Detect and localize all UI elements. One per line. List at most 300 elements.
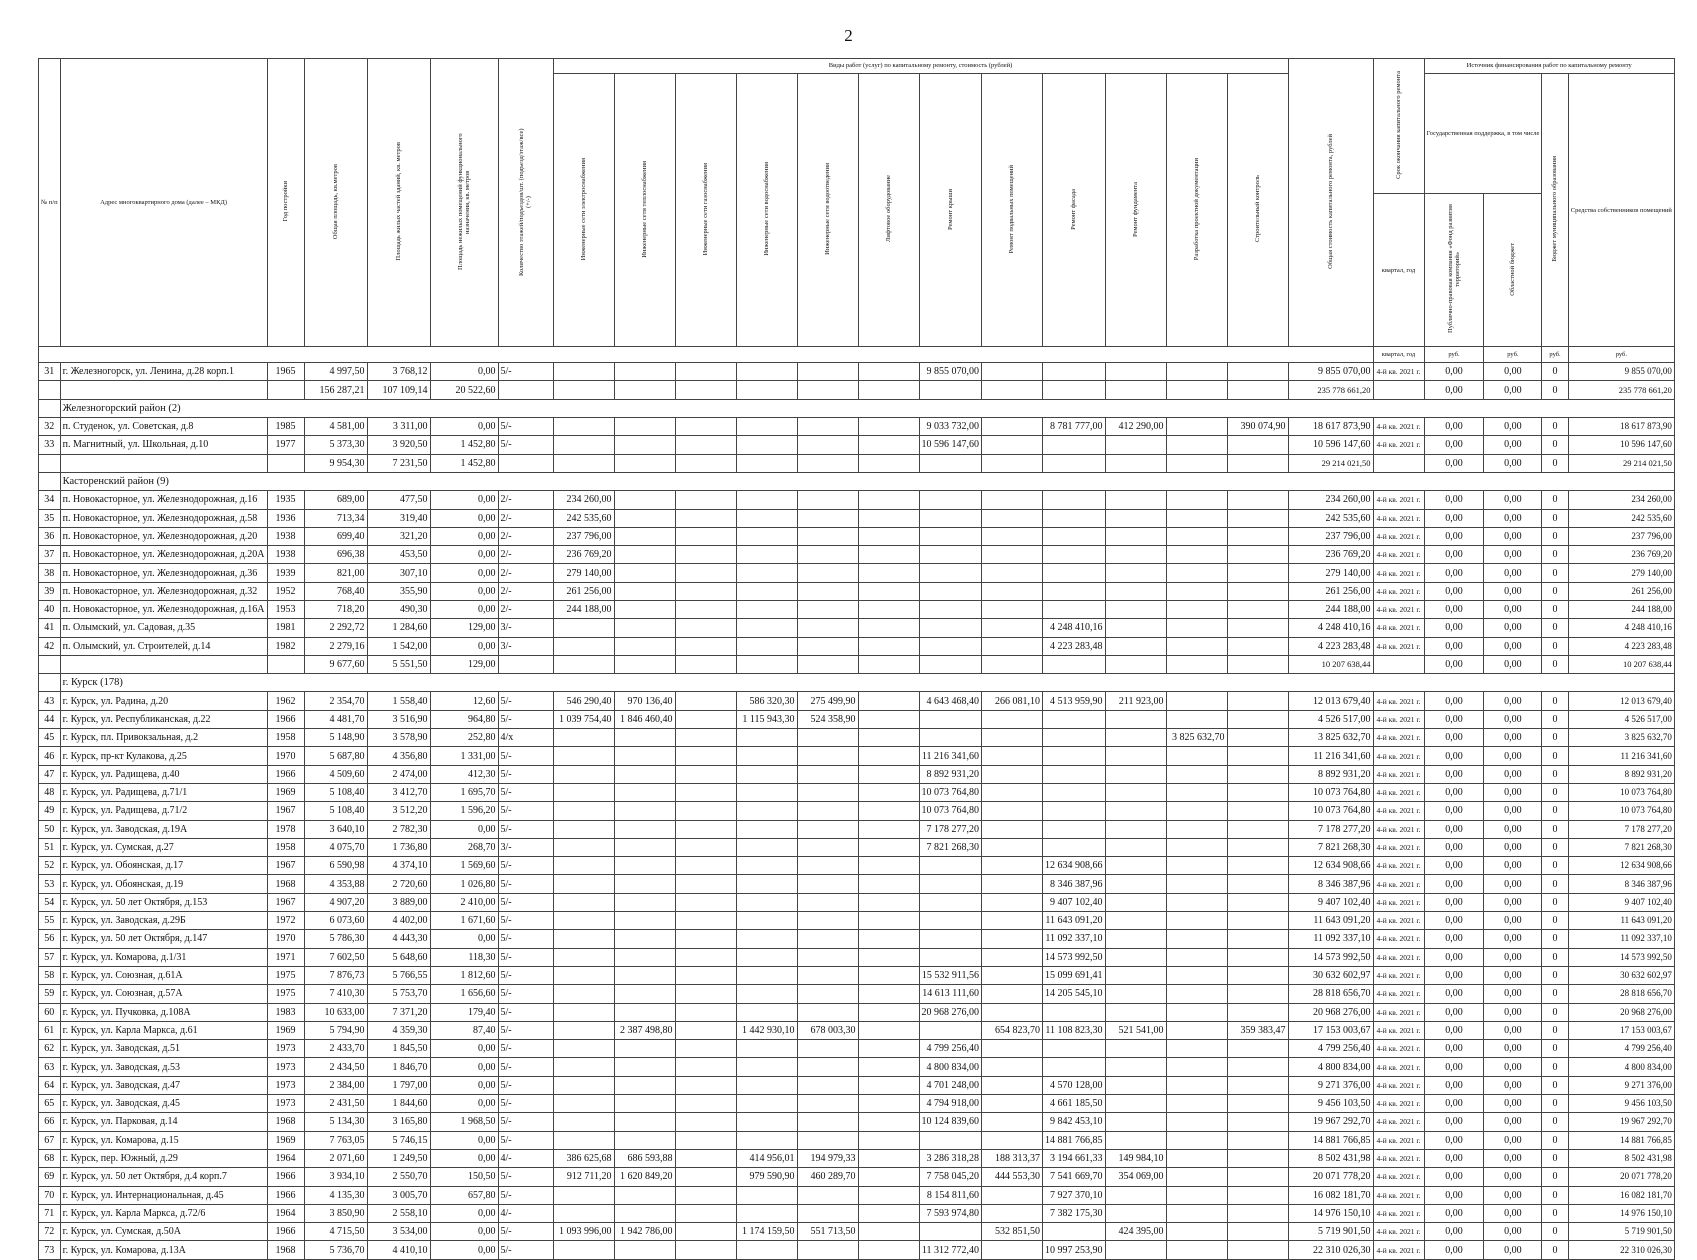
cell-work-foundation [1105, 966, 1166, 984]
cell-total-cost: 237 796,00 [1288, 527, 1373, 545]
cell-work-foundation [1105, 948, 1166, 966]
cell-total-cost: 10 073 764,80 [1288, 783, 1373, 801]
cell-work-control [1227, 875, 1288, 893]
cell-work-heat [614, 454, 675, 472]
cell-nonliving-area: 0,00 [430, 1241, 498, 1259]
cell-work-roof: 4 799 256,40 [919, 1040, 982, 1058]
cell-living-area: 7 371,20 [367, 1003, 430, 1021]
cell-work-electric: 386 625,68 [553, 1149, 614, 1167]
cell-work-roof [919, 601, 982, 619]
cell-floors: 5/- [498, 1021, 553, 1039]
cell-work-basement [982, 546, 1043, 564]
cell-work-electric [553, 1204, 614, 1222]
cell-work-foundation [1105, 875, 1166, 893]
header-work-sewer: Инженерные сети водоотведения [823, 163, 831, 255]
cell-work-roof [919, 381, 982, 399]
cell-living-area: 4 374,10 [367, 857, 430, 875]
cell-living-area: 4 402,00 [367, 912, 430, 930]
cell-total-cost: 28 818 656,70 [1288, 985, 1373, 1003]
cell-total-area: 5 687,80 [304, 747, 367, 765]
cell-work-basement [982, 765, 1043, 783]
cell-floors [498, 454, 553, 472]
cell-work-lift [858, 655, 919, 673]
cell-work-heat [614, 912, 675, 930]
cell-work-electric [553, 655, 614, 673]
cell-work-heat [614, 509, 675, 527]
cell-fund: 0,00 [1424, 802, 1484, 820]
cell-total-cost: 234 260,00 [1288, 491, 1373, 509]
cell-total-area: 5 148,90 [304, 729, 367, 747]
cell-nonliving-area: 0,00 [430, 509, 498, 527]
cell-year [267, 454, 304, 472]
cell-work-gas [675, 1204, 736, 1222]
cell-work-sewer: 275 499,90 [797, 692, 858, 710]
cell-year: 1973 [267, 1095, 304, 1113]
cell-total-cost: 4 800 834,00 [1288, 1058, 1373, 1076]
cell-municipal: 0 [1542, 527, 1568, 545]
header-deadline: Срок окончания капитального ремонта [1394, 70, 1402, 179]
cell-work-electric [553, 857, 614, 875]
cell-regional: 0,00 [1484, 1149, 1542, 1167]
cell-work-design [1166, 857, 1227, 875]
cell-year: 1958 [267, 729, 304, 747]
cell-floors: 3/- [498, 619, 553, 637]
cell-floors: 5/- [498, 710, 553, 728]
cell-deadline [1373, 381, 1424, 399]
cell-work-roof [919, 930, 982, 948]
cell-address: п. Новокасторное, ул. Железнодорожная, д.20А [60, 546, 267, 564]
cell-work-electric [553, 1113, 614, 1131]
cell-work-electric: 236 769,20 [553, 546, 614, 564]
cell-work-basement [982, 1040, 1043, 1058]
cell-year: 1971 [267, 948, 304, 966]
cell-work-foundation [1105, 454, 1166, 472]
cell-work-lift [858, 802, 919, 820]
cell-nonliving-area: 0,00 [430, 1149, 498, 1167]
cell-work-facade [1043, 1003, 1106, 1021]
table-row [39, 619, 1675, 637]
cell-floors: 5/- [498, 765, 553, 783]
cell-work-facade: 8 346 387,96 [1043, 875, 1106, 893]
cell-work-basement [982, 857, 1043, 875]
cell-work-gas [675, 1241, 736, 1259]
cell-fund: 0,00 [1424, 363, 1484, 381]
cell-work-control [1227, 710, 1288, 728]
cell-deadline [1373, 454, 1424, 472]
cell-deadline: 4-й кв. 2021 г. [1373, 1040, 1424, 1058]
cell-living-area: 1 845,50 [367, 1040, 430, 1058]
cell-address: г. Курск, ул. Заводская, д.51 [60, 1040, 267, 1058]
cell-work-lift [858, 1095, 919, 1113]
cell-work-gas [675, 783, 736, 801]
cell-work-sewer [797, 985, 858, 1003]
cell-work-lift [858, 1149, 919, 1167]
cell-work-sewer [797, 1113, 858, 1131]
cell-total-area: 9 954,30 [304, 454, 367, 472]
cell-row-number: 56 [39, 930, 61, 948]
cell-address: г. Курск, ул. Радищева, д.40 [60, 765, 267, 783]
cell-work-control [1227, 1003, 1288, 1021]
cell-deadline: 4-й кв. 2021 г. [1373, 1003, 1424, 1021]
cell-work-foundation [1105, 1040, 1166, 1058]
cell-owners: 8 502 431,98 [1568, 1149, 1674, 1167]
cell-work-design [1166, 527, 1227, 545]
cell-work-sewer [797, 783, 858, 801]
cell-deadline: 4-й кв. 2021 г. [1373, 1095, 1424, 1113]
cell-work-lift [858, 381, 919, 399]
cell-work-electric [553, 838, 614, 856]
cell-work-heat [614, 637, 675, 655]
cell-work-water [736, 747, 797, 765]
cell-living-area: 3 516,90 [367, 710, 430, 728]
cell-work-sewer [797, 1204, 858, 1222]
cell-work-facade [1043, 546, 1106, 564]
cell-work-lift [858, 418, 919, 436]
cell-regional: 0,00 [1484, 820, 1542, 838]
cell-work-roof: 14 613 111,60 [919, 985, 982, 1003]
unit-rub-2: руб. [1484, 347, 1542, 363]
cell-living-area: 1 736,80 [367, 838, 430, 856]
cell-work-roof [919, 893, 982, 911]
cell-work-sewer [797, 820, 858, 838]
cell-work-heat [614, 619, 675, 637]
cell-row-number: 72 [39, 1223, 61, 1241]
cell-nonliving-area: 1 671,60 [430, 912, 498, 930]
cell-owners: 16 082 181,70 [1568, 1186, 1674, 1204]
cell-owners: 19 967 292,70 [1568, 1113, 1674, 1131]
cell-living-area: 2 782,30 [367, 820, 430, 838]
cell-address: п. Новокасторное, ул. Железнодорожная, д.20 [60, 527, 267, 545]
cell-year: 1967 [267, 893, 304, 911]
cell-work-gas [675, 802, 736, 820]
cell-work-roof [919, 509, 982, 527]
subtotal-row [39, 381, 1675, 399]
cell-work-electric [553, 820, 614, 838]
cell-regional: 0,00 [1484, 1204, 1542, 1222]
cell-work-gas [675, 820, 736, 838]
cell-row-number: 64 [39, 1076, 61, 1094]
cell-work-electric: 546 290,40 [553, 692, 614, 710]
cell-year: 1973 [267, 1040, 304, 1058]
cell-living-area: 3 889,00 [367, 893, 430, 911]
cell-work-lift [858, 729, 919, 747]
cell-year: 1939 [267, 564, 304, 582]
cell-total-cost: 4 799 256,40 [1288, 1040, 1373, 1058]
cell-address: г. Курск, ул. Заводская, д.53 [60, 1058, 267, 1076]
cell-year: 1968 [267, 1113, 304, 1131]
cell-nonliving-area: 412,30 [430, 765, 498, 783]
cell-work-gas [675, 619, 736, 637]
cell-row-number: 41 [39, 619, 61, 637]
cell-work-electric [553, 1058, 614, 1076]
cell-work-design [1166, 1076, 1227, 1094]
cell-work-facade: 14 205 545,10 [1043, 985, 1106, 1003]
cell-work-heat [614, 436, 675, 454]
cell-work-control [1227, 729, 1288, 747]
cell-total-area: 5 108,40 [304, 783, 367, 801]
cell-regional: 0,00 [1484, 1003, 1542, 1021]
cell-work-design [1166, 985, 1227, 1003]
cell-work-control [1227, 564, 1288, 582]
cell-work-control [1227, 948, 1288, 966]
cell-work-facade: 3 194 661,33 [1043, 1149, 1106, 1167]
cell-deadline: 4-й кв. 2021 г. [1373, 1131, 1424, 1149]
cell-fund: 0,00 [1424, 692, 1484, 710]
table-row [39, 527, 1675, 545]
cell-fund: 0,00 [1424, 601, 1484, 619]
cell-year: 1970 [267, 930, 304, 948]
cell-work-control [1227, 454, 1288, 472]
cell-work-roof: 4 701 248,00 [919, 1076, 982, 1094]
cell-total-area: 696,38 [304, 546, 367, 564]
cell-work-foundation [1105, 930, 1166, 948]
cell-work-foundation [1105, 436, 1166, 454]
cell-total-cost: 235 778 661,20 [1288, 381, 1373, 399]
cell-work-sewer [797, 1003, 858, 1021]
cell-year: 1966 [267, 1168, 304, 1186]
cell-deadline: 4-й кв. 2021 г. [1373, 765, 1424, 783]
cell-work-sewer [797, 601, 858, 619]
cell-work-design [1166, 1186, 1227, 1204]
cell-year: 1969 [267, 1131, 304, 1149]
cell-year: 1969 [267, 783, 304, 801]
table-row [39, 1095, 1675, 1113]
table-row [39, 601, 1675, 619]
group-label: Железногорский район (2) [60, 399, 1674, 417]
cell-regional: 0,00 [1484, 729, 1542, 747]
cell-work-electric [553, 802, 614, 820]
cell-year: 1936 [267, 509, 304, 527]
cell-nonliving-area: 20 522,60 [430, 381, 498, 399]
cell-nonliving-area: 0,00 [430, 601, 498, 619]
cell-fund: 0,00 [1424, 765, 1484, 783]
cell-work-heat [614, 820, 675, 838]
cell-work-lift [858, 765, 919, 783]
cell-address: г. Курск, ул. 50 лет Октября, д.153 [60, 893, 267, 911]
cell-work-facade: 11 643 091,20 [1043, 912, 1106, 930]
cell-work-gas [675, 1131, 736, 1149]
cell-work-water [736, 582, 797, 600]
cell-work-lift [858, 1113, 919, 1131]
cell-work-sewer: 678 003,30 [797, 1021, 858, 1039]
cell-work-sewer [797, 930, 858, 948]
cell-address: п. Олымский, ул. Садовая, д.35 [60, 619, 267, 637]
cell-work-control [1227, 436, 1288, 454]
cell-owners: 4 526 517,00 [1568, 710, 1674, 728]
header-work-design: Разработка проектной документации [1192, 157, 1200, 261]
cell-fund: 0,00 [1424, 710, 1484, 728]
cell-work-facade [1043, 1058, 1106, 1076]
cell-year: 1965 [267, 363, 304, 381]
cell-work-roof [919, 729, 982, 747]
cell-work-heat [614, 966, 675, 984]
cell-work-electric [553, 930, 614, 948]
cell-work-lift [858, 454, 919, 472]
cell-total-area: 3 640,10 [304, 820, 367, 838]
cell-address: п. Новокасторное, ул. Железнодорожная, д.16А [60, 601, 267, 619]
cell-work-foundation [1105, 509, 1166, 527]
cell-total-cost: 4 223 283,48 [1288, 637, 1373, 655]
cell-year: 1935 [267, 491, 304, 509]
cell-work-sewer [797, 1186, 858, 1204]
cell-work-sewer [797, 802, 858, 820]
cell-work-gas [675, 1186, 736, 1204]
cell-municipal: 0 [1542, 454, 1568, 472]
cell-work-gas [675, 912, 736, 930]
cell-work-design [1166, 1168, 1227, 1186]
cell-work-roof [919, 619, 982, 637]
cell-living-area: 3 412,70 [367, 783, 430, 801]
cell-living-area: 3 311,00 [367, 418, 430, 436]
cell-address: г. Курск, ул. Радищева, д.71/1 [60, 783, 267, 801]
cell-year: 1973 [267, 1058, 304, 1076]
header-funding-group: Источник финансирования работ по капитальному ремонту [1424, 59, 1674, 74]
cell-municipal: 0 [1542, 436, 1568, 454]
cell-work-control [1227, 363, 1288, 381]
cell-municipal: 0 [1542, 820, 1568, 838]
cell-regional: 0,00 [1484, 912, 1542, 930]
cell-work-water [736, 564, 797, 582]
cell-floors: 5/- [498, 948, 553, 966]
cell-work-foundation [1105, 1076, 1166, 1094]
cell-work-sewer [797, 637, 858, 655]
cell-work-water [736, 601, 797, 619]
cell-work-gas [675, 1040, 736, 1058]
cell-floors: 5/- [498, 1223, 553, 1241]
cell-work-water [736, 1058, 797, 1076]
cell-total-area: 7 763,05 [304, 1131, 367, 1149]
cell-nonliving-area: 1 968,50 [430, 1113, 498, 1131]
cell-work-water: 1 115 943,30 [736, 710, 797, 728]
cell-regional: 0,00 [1484, 1040, 1542, 1058]
cell-address: г. Курск, ул. Заводская, д.29Б [60, 912, 267, 930]
cell-work-lift [858, 710, 919, 728]
cell-year: 1938 [267, 527, 304, 545]
cell-work-lift [858, 838, 919, 856]
cell-fund: 0,00 [1424, 436, 1484, 454]
cell-work-roof: 4 643 468,40 [919, 692, 982, 710]
header-fund: Публично-правовая компания «Фонд развития территорий» [1446, 204, 1461, 334]
cell-regional: 0,00 [1484, 436, 1542, 454]
cell-total-area: 10 633,00 [304, 1003, 367, 1021]
group-row [39, 674, 1675, 692]
cell-owners: 17 153 003,67 [1568, 1021, 1674, 1039]
cell-work-design [1166, 1149, 1227, 1167]
cell-work-control [1227, 1168, 1288, 1186]
cell-row-number: 33 [39, 436, 61, 454]
cell-row-number: 57 [39, 948, 61, 966]
table-row [39, 509, 1675, 527]
cell-work-design [1166, 381, 1227, 399]
cell-row-number: 40 [39, 601, 61, 619]
cell-work-electric [553, 1186, 614, 1204]
cell-work-heat [614, 985, 675, 1003]
cell-total-area: 4 907,20 [304, 893, 367, 911]
unit-rub-fund [1424, 194, 1484, 347]
cell-address: г. Курск, ул. Радищева, д.71/2 [60, 802, 267, 820]
cell-work-foundation [1105, 802, 1166, 820]
cell-floors: 5/- [498, 1040, 553, 1058]
cell-work-foundation [1105, 1241, 1166, 1259]
cell-municipal: 0 [1542, 363, 1568, 381]
cell-owners: 9 407 102,40 [1568, 893, 1674, 911]
cell-work-basement [982, 527, 1043, 545]
table-row [39, 820, 1675, 838]
cell-total-area: 5 786,30 [304, 930, 367, 948]
cell-row-number: 63 [39, 1058, 61, 1076]
cell-living-area: 453,50 [367, 546, 430, 564]
cell-row-number: 67 [39, 1131, 61, 1149]
cell-work-roof [919, 948, 982, 966]
table-row [39, 1040, 1675, 1058]
cell-municipal: 0 [1542, 1058, 1568, 1076]
cell-work-heat [614, 363, 675, 381]
cell-municipal: 0 [1542, 564, 1568, 582]
cell-floors: 2/- [498, 527, 553, 545]
cell-total-area: 4 581,00 [304, 418, 367, 436]
table-row [39, 875, 1675, 893]
table-row [39, 912, 1675, 930]
cell-total-cost: 22 310 026,30 [1288, 1241, 1373, 1259]
cell-work-foundation [1105, 1003, 1166, 1021]
cell-work-water [736, 783, 797, 801]
cell-work-facade: 4 513 959,90 [1043, 692, 1106, 710]
cell-work-heat [614, 1204, 675, 1222]
cell-work-foundation [1105, 783, 1166, 801]
cell-work-design [1166, 564, 1227, 582]
cell-work-sewer [797, 1058, 858, 1076]
cell-work-gas [675, 838, 736, 856]
cell-work-design [1166, 655, 1227, 673]
cell-work-water: 1 442 930,10 [736, 1021, 797, 1039]
cell-work-lift [858, 1168, 919, 1186]
cell-row-number: 47 [39, 765, 61, 783]
cell-work-basement: 188 313,37 [982, 1149, 1043, 1167]
cell-regional: 0,00 [1484, 1168, 1542, 1186]
cell-work-water [736, 838, 797, 856]
cell-work-water [736, 1186, 797, 1204]
cell-work-lift [858, 436, 919, 454]
cell-deadline: 4-й кв. 2021 г. [1373, 747, 1424, 765]
table-row [39, 692, 1675, 710]
cell-regional: 0,00 [1484, 710, 1542, 728]
cell-municipal: 0 [1542, 729, 1568, 747]
cell-deadline: 4-й кв. 2021 г. [1373, 966, 1424, 984]
cell-total-cost: 5 719 901,50 [1288, 1223, 1373, 1241]
cell-owners: 10 207 638,44 [1568, 655, 1674, 673]
cell-work-design [1166, 1131, 1227, 1149]
header-work-heat: Инженерные сети теплоснабжения [640, 160, 648, 258]
cell-row-number: 46 [39, 747, 61, 765]
cell-owners: 4 248 410,16 [1568, 619, 1674, 637]
cell-nonliving-area: 0,00 [430, 1095, 498, 1113]
cell-deadline: 4-й кв. 2021 г. [1373, 857, 1424, 875]
cell-deadline: 4-й кв. 2021 г. [1373, 491, 1424, 509]
cell-owners: 9 855 070,00 [1568, 363, 1674, 381]
cell-municipal: 0 [1542, 1003, 1568, 1021]
cell-owners: 4 223 283,48 [1568, 637, 1674, 655]
cell-floors: 4/х [498, 729, 553, 747]
table-row [39, 1003, 1675, 1021]
cell-work-foundation [1105, 820, 1166, 838]
cell-year: 1966 [267, 1223, 304, 1241]
cell-total-area: 2 279,16 [304, 637, 367, 655]
cell-work-control [1227, 783, 1288, 801]
cell-owners: 22 310 026,30 [1568, 1241, 1674, 1259]
cell-year: 1970 [267, 747, 304, 765]
cell-work-lift [858, 564, 919, 582]
cell-work-gas [675, 637, 736, 655]
